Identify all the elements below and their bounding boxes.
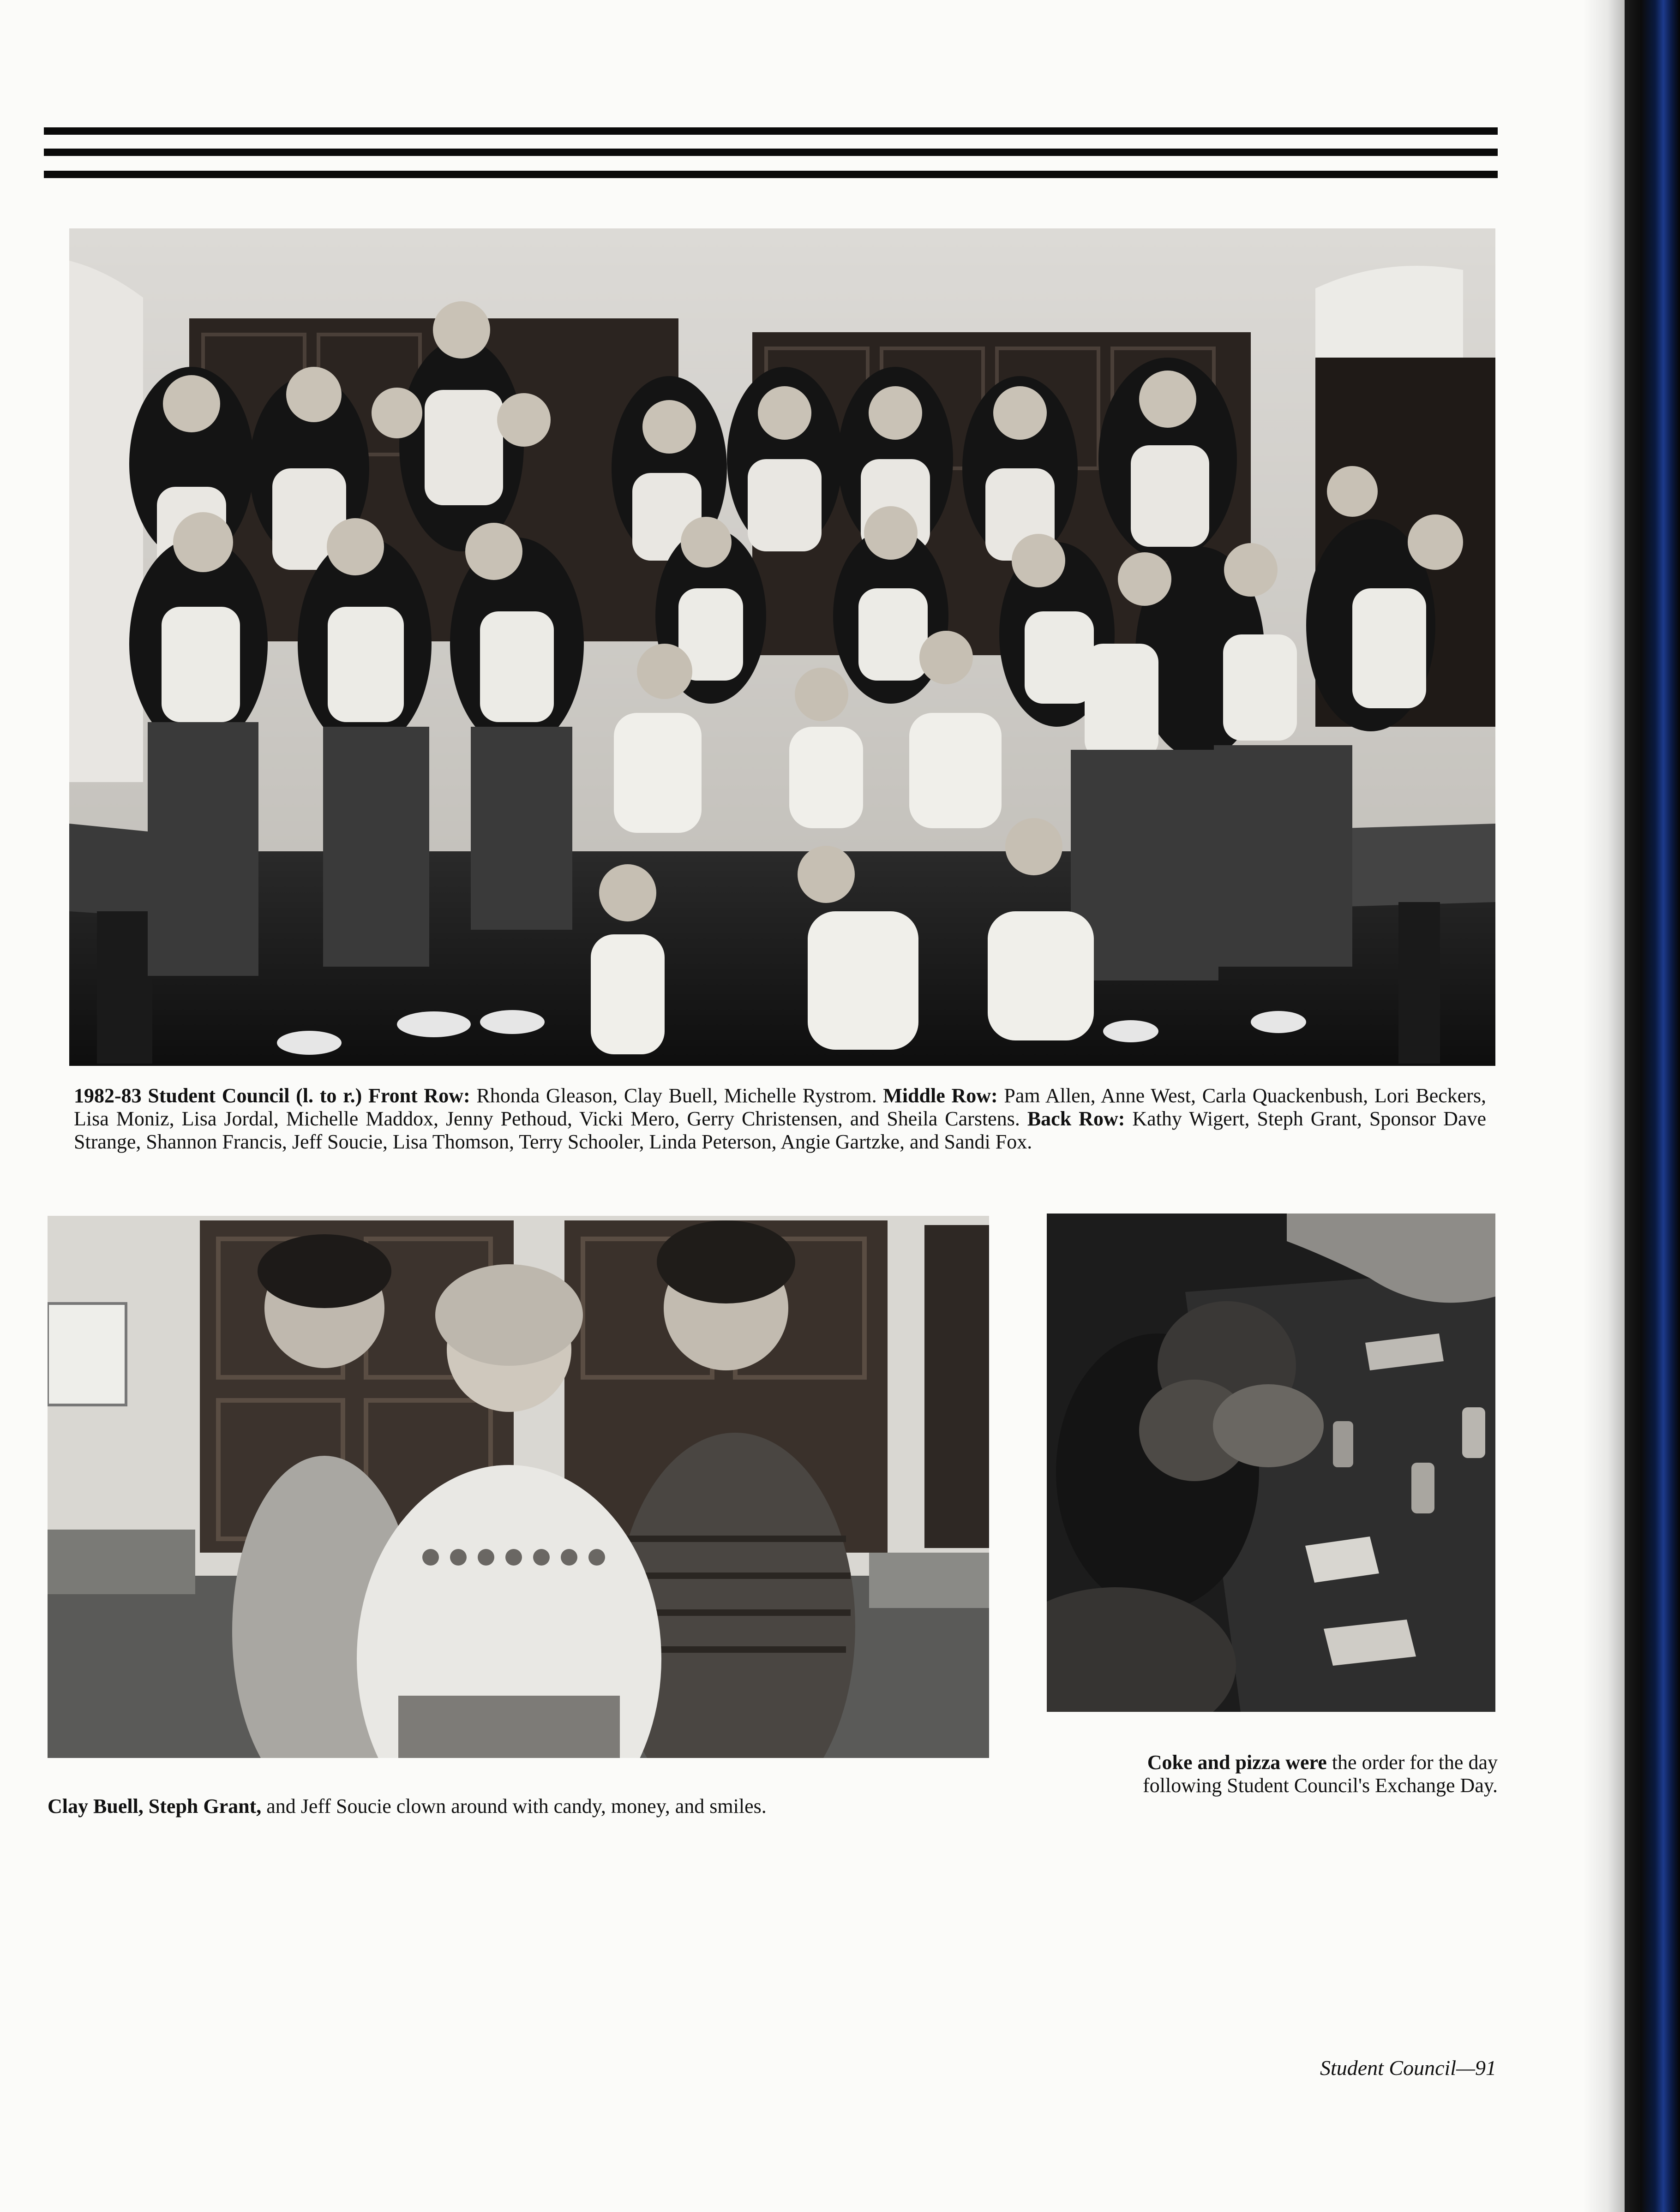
header-rule-2	[44, 149, 1498, 156]
book-binding	[1625, 0, 1680, 2212]
front-row-names: Rhonda Gleason, Clay Buell, Michelle Rystrom.	[476, 1084, 877, 1107]
coke-caption-bold: Coke and pizza were	[1147, 1751, 1327, 1774]
coke-caption-line-1	[1041, 1751, 1498, 1774]
binding-shadow	[1583, 0, 1625, 2212]
header-rule-3	[44, 171, 1498, 178]
trio-photo-art	[48, 1216, 989, 1758]
trio-caption	[48, 1795, 1017, 1818]
page-footer: Student Council—91	[1320, 2056, 1496, 2080]
coke-photo-art	[1047, 1214, 1495, 1712]
coke-caption	[1041, 1751, 1498, 1797]
header-rule-1	[44, 127, 1498, 135]
group-caption-lead: 1982-83 Student Council (l. to r.)	[74, 1084, 362, 1107]
coke-caption-line-2: following Student Council's Exchange Day.	[1143, 1774, 1498, 1797]
coke-caption-line1-rest: the order for the day	[1332, 1751, 1498, 1774]
group-caption	[74, 1084, 1486, 1154]
front-row-label: Front Row:	[368, 1084, 470, 1107]
back-row-names: Kathy Wigert, Steph Grant, Sponsor Dave Strange, Shannon Francis, Jeff Soucie, Lisa Thomson, Terry Schooler, Linda Peterson, Angie Gartzke, and Sandi Fox.	[74, 1107, 1486, 1153]
trio-photo	[48, 1216, 989, 1758]
coke-photo	[1047, 1214, 1495, 1712]
back-row-label: Back Row:	[1027, 1107, 1125, 1130]
group-photo-art	[69, 228, 1495, 1066]
trio-caption-rest: and Jeff Soucie clown around with candy, money, and smiles.	[266, 1795, 767, 1817]
group-photo	[69, 228, 1495, 1066]
trio-caption-bold: Clay Buell, Steph Grant,	[48, 1795, 262, 1817]
middle-row-label: Middle Row:	[883, 1084, 998, 1107]
middle-row-names: Pam Allen, Anne West, Carla Quackenbush, Lori Beckers, Lisa Moniz, Lisa Jordal, Michelle Maddox, Jenny Pethoud, Vicki Mero, Gerry Christensen, and Sheila Carstens.	[74, 1084, 1487, 1130]
